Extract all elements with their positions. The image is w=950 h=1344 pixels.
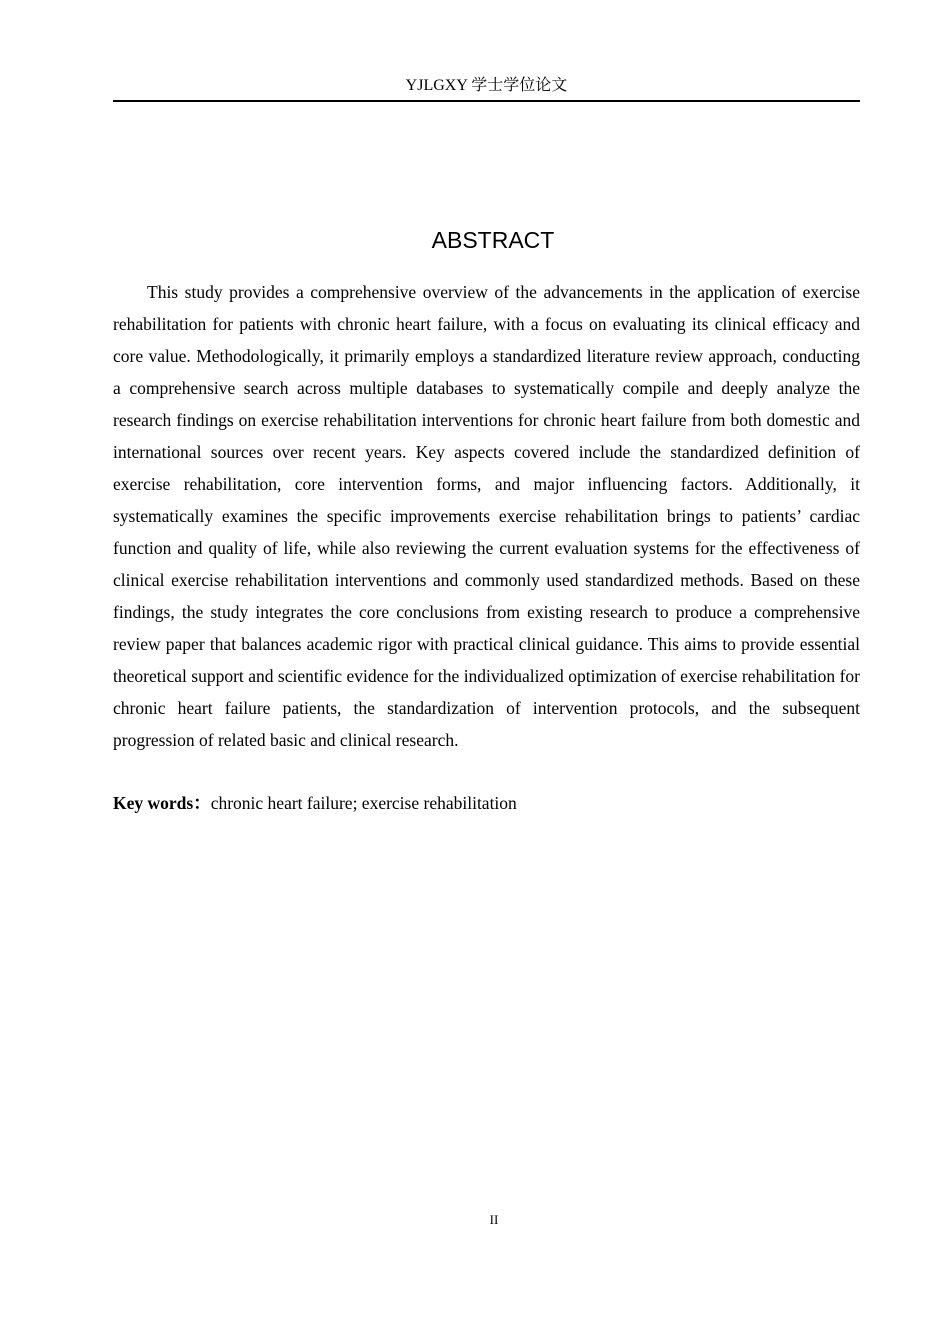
abstract-body: This study provides a comprehensive overview of the advancements in the application of exercise rehabilitation for patients with chronic heart failure, with a focus on evaluating its clinical efficacy and core value. Methodologically, it primarily employs a standardized literature review approach, conducting a comprehensive search across multiple databases to systematically compile and deeply analyze the research findings on exercise rehabilitation interventions for chronic heart failure from both domestic and international sources over recent years. Key aspects covered include the standardized definition of exercise rehabilitation, core intervention forms, and major influencing factors. Additionally, it systematically examines the specific improvements exercise rehabilitation brings to patients’ cardiac function and quality of life, while also reviewing the current evaluation systems for the effectiveness of clinical exercise rehabilitation interventions and commonly used standardized methods. Based on these findings, the study integrates the core conclusions from existing research to produce a comprehensive review paper that balances academic rigor with practical clinical guidance. This aims to provide essential theoretical support and scientific evidence for the individualized optimization of exercise rehabilitation for chronic heart failure patients, the standardization of intervention protocols, and the subsequent progression of related basic and clinical research. [113,282,860,750]
running-header: YJLGXY 学士学位论文 [405,77,568,94]
page-number: II [489,1212,499,1227]
keywords-label: Key words： [113,793,211,813]
keywords-line [113,787,860,819]
abstract-heading: ABSTRACT [431,227,555,254]
header-rule [113,100,860,102]
keywords-value: chronic heart failure; exercise rehabilitation [210,793,517,813]
